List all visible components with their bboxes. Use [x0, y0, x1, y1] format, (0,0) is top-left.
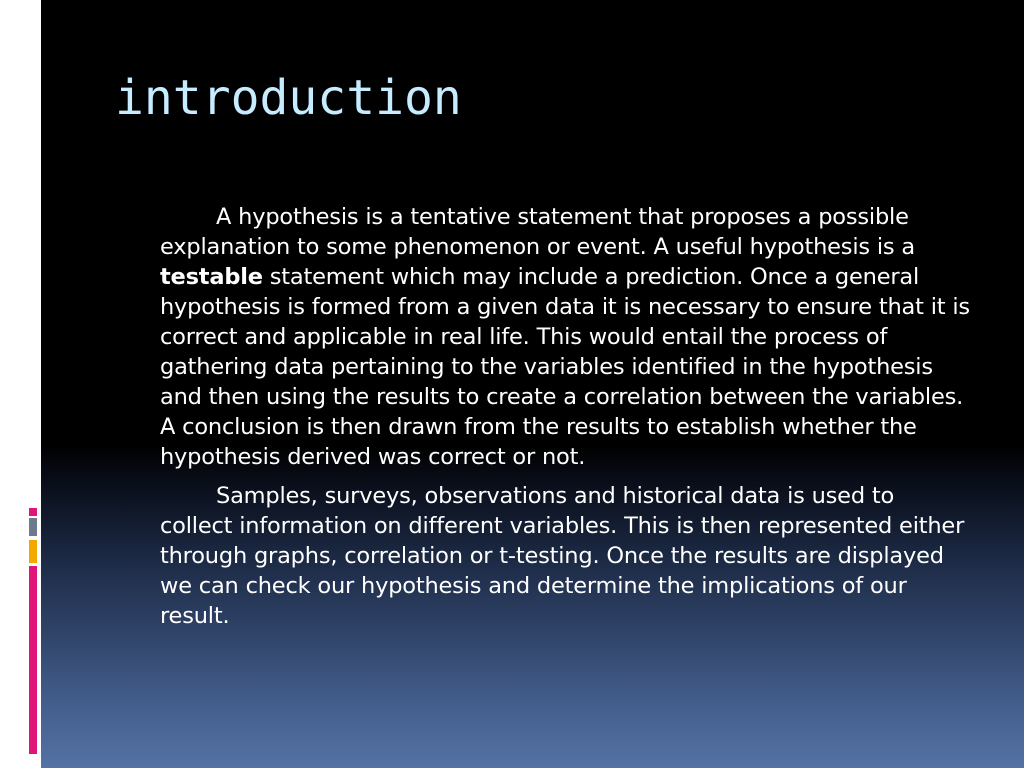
paragraph-1-text-end: statement which may include a prediction. Once a general hypothesis is formed from a given data it is necessary to ensure that it is correct and applicable in real life. This would entail the process of gathering data pertaining to the variables identified in the hypothesis and then using the results to create a correlation between the variables. A conclusion is then drawn from the results to establish whether the hypothesis derived was correct or not. — [160, 264, 970, 470]
accent-bar-pink-small — [29, 508, 37, 516]
paragraph-1-text-start: A hypothesis is a tentative statement that proposes a possible explanation to some phenomenon or event. A useful hypothesis is a — [160, 204, 915, 260]
slide-body — [160, 202, 970, 631]
paragraph-data-collection: Samples, surveys, observations and historical data is used to collect information on different variables. This is then represented either through graphs, correlation or t-testing. Once the results are displayed we can check our hypothesis and determine the implications of our result. — [160, 483, 965, 629]
accent-bar-gray — [29, 518, 37, 536]
accent-bar-pink-long — [29, 566, 37, 754]
slide-title: introduction — [115, 70, 462, 126]
bold-keyword-testable: testable — [160, 264, 263, 290]
accent-bar-yellow — [29, 540, 37, 563]
paragraph-hypothesis — [160, 202, 970, 472]
